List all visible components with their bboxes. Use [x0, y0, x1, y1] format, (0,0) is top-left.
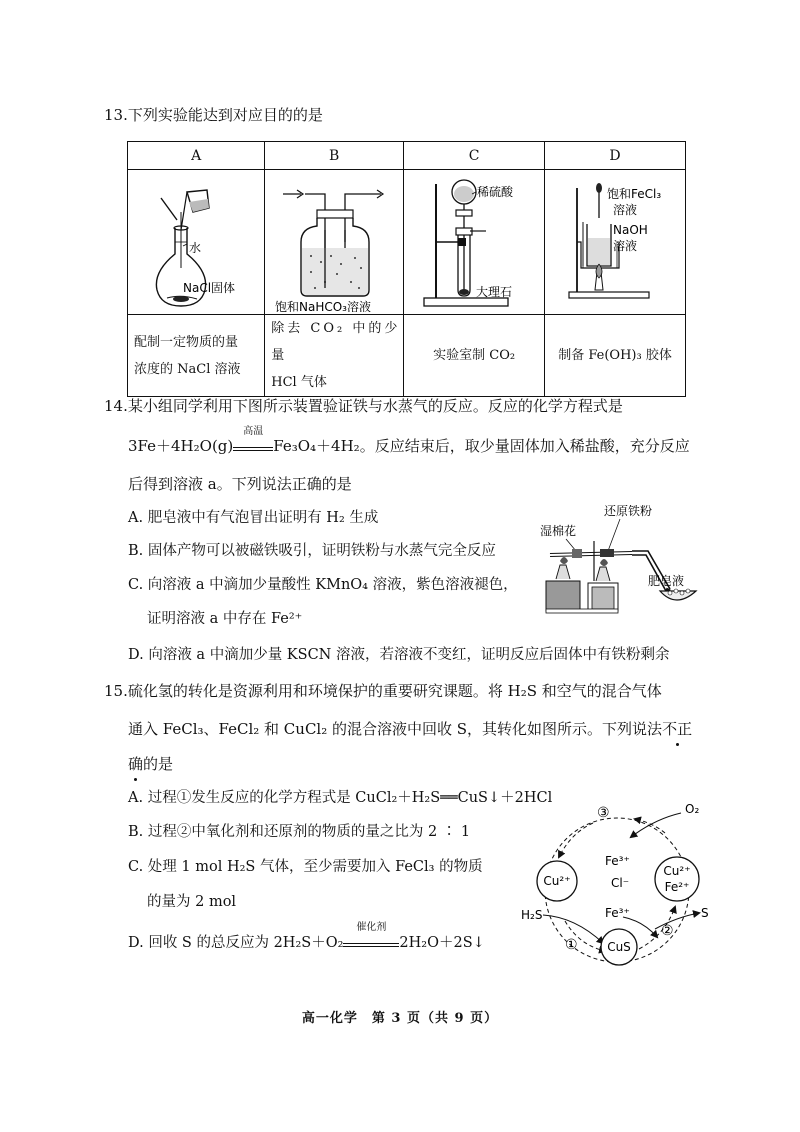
- q14-option-c-line2: 证明溶液 a 中存在 Fe²⁺: [147, 611, 303, 627]
- gas-generator-figure: [406, 172, 542, 312]
- purpose-d: 制备 Fe(OH)₃ 胶体: [545, 315, 686, 397]
- label-soap-solution: 肥皂液: [648, 574, 685, 588]
- q14-option-a: A. 肥皂液中有气泡冒出证明有 H₂ 生成: [128, 510, 379, 526]
- q13-stem: 13.下列实验能达到对应目的的是: [104, 106, 323, 124]
- purpose-a-line2: 浓度的 NaCl 溶液: [134, 361, 241, 377]
- q14-option-b: B. 固体产物可以被磁铁吸引，证明铁粉与水蒸气完全反应: [128, 543, 496, 559]
- label-marble: 大理石: [476, 285, 513, 299]
- q15-emphasis-correct: 确: [128, 755, 144, 773]
- q14-stem-line2: [128, 426, 690, 456]
- table-header-b: B: [265, 142, 404, 170]
- apparatus-a: [128, 170, 265, 315]
- q15-option-c-line2: 的量为 2 mol: [147, 894, 237, 910]
- q15-option-d-condition: 催化剂: [356, 922, 387, 933]
- apparatus-b: [265, 170, 404, 315]
- label-dilute-sulfuric-acid: 稀硫酸: [477, 185, 514, 199]
- table-header-d: D: [545, 142, 686, 170]
- table-header-a: A: [128, 142, 265, 170]
- step-1-label: ①: [565, 937, 578, 953]
- label-fecl3-solution: 溶液: [613, 203, 638, 217]
- label-naoh-solution: 溶液: [613, 239, 638, 253]
- species-sulfur: S: [701, 906, 709, 920]
- q14-equation-left: 3Fe＋4H₂O(g): [128, 437, 234, 455]
- table-header-c: C: [404, 142, 545, 170]
- q15-stem-line1: 15.硫化氢的转化是资源利用和环境保护的重要研究课题。将 H₂S 和空气的混合气体: [104, 682, 662, 700]
- q15-option-d-right: 2H₂O＋2S↓: [399, 935, 485, 951]
- q13-table: [127, 141, 686, 397]
- volumetric-flask-figure: [131, 172, 261, 312]
- q15-option-b: B. 过程②中氧化剂和还原剂的物质的量之比为 2 ∶ 1: [128, 824, 471, 840]
- species-cus: CuS: [607, 940, 631, 954]
- q15-emphasis-not-correct: 不正: [662, 720, 693, 738]
- q14-option-d: D. 向溶液 a 中滴加少量 KSCN 溶液，若溶液不变红，证明反应后固体中有铁粉剩余: [128, 647, 670, 663]
- h2s-conversion-cycle-diagram: [505, 795, 720, 970]
- iron-steam-apparatus-figure: [520, 505, 710, 615]
- purpose-a-line1: 配制一定物质的量: [134, 334, 239, 350]
- label-nahco3: 饱和NaHCO₃溶液: [275, 300, 372, 312]
- species-cu2plus-right: Cu²⁺: [663, 864, 691, 878]
- q15-option-d-arrow: [343, 922, 399, 947]
- q15-option-d-left: D. 回收 S 的总反应为 2H₂S＋O₂: [128, 935, 344, 951]
- colloid-setup-figure: [547, 172, 683, 312]
- label-nacl-solid: NaCl固体: [183, 281, 236, 295]
- purpose-c: 实验室制 CO₂: [404, 315, 545, 397]
- species-chloride: Cl⁻: [611, 876, 630, 890]
- q14-stem-line2-rest: 。反应结束后，取少量固体加入稀盐酸，充分反应: [359, 437, 690, 455]
- label-naoh: NaOH: [613, 223, 648, 237]
- q15-stem-line3: [128, 754, 173, 774]
- apparatus-c: [404, 170, 545, 315]
- label-fecl3: 饱和FeCl₃: [607, 187, 662, 201]
- q15-stem-line2: [128, 719, 692, 739]
- species-cu2plus-left: Cu²⁺: [543, 874, 571, 888]
- species-o2: O₂: [685, 802, 700, 816]
- q14-stem-line1: 14.某小组同学利用下图所示装置验证铁与水蒸气的反应。反应的化学方程式是: [104, 397, 623, 415]
- species-fe3plus-lower: Fe³⁺: [605, 906, 630, 920]
- q15-option-c-line1: C. 处理 1 mol H₂S 气体，至少需要加入 FeCl₃ 的物质: [128, 859, 483, 875]
- q14-stem-line3: 后得到溶液 a。下列说法正确的是: [128, 475, 352, 493]
- purpose-b-line1: 除去 CO₂ 中的少量: [271, 321, 401, 363]
- q14-equation-right: Fe₃O₄＋4H₂: [273, 437, 360, 455]
- q15-option-d: [128, 922, 485, 953]
- gas-washing-bottle-figure: [267, 172, 401, 312]
- q14-condition: 高温: [243, 426, 264, 437]
- page-footer: 高一化学 第 3 页（共 9 页）: [301, 1011, 499, 1026]
- q14-option-c-line1: C. 向溶液 a 中滴加少量酸性 KMnO₄ 溶液，紫色溶液褪色，: [128, 577, 518, 593]
- species-fe2plus: Fe²⁺: [664, 880, 690, 894]
- label-iron-powder: 还原铁粉: [604, 505, 653, 518]
- species-h2s: H₂S: [521, 908, 543, 922]
- step-2-label: ②: [661, 923, 674, 939]
- q14-equation-arrow: [233, 426, 273, 451]
- q15-stem-line2-text: 通入 FeCl₃、FeCl₂ 和 CuCl₂ 的混合溶液中回收 S，其转化如图所示。下列说法: [128, 720, 663, 738]
- q15-option-a: A. 过程①发生反应的化学方程式是 CuCl₂＋H₂S══CuS↓＋2HCl: [128, 790, 553, 806]
- apparatus-d: [545, 170, 686, 315]
- purpose-b: [265, 315, 404, 397]
- purpose-a: [128, 315, 265, 397]
- label-water: 水: [189, 241, 202, 255]
- q15-stem-line3-text: 的是: [143, 755, 174, 773]
- species-fe3plus-center: Fe³⁺: [605, 854, 630, 868]
- purpose-b-line2: HCl 气体: [271, 375, 327, 390]
- label-wet-cotton: 湿棉花: [540, 524, 577, 538]
- step-3-label: ③: [597, 805, 610, 821]
